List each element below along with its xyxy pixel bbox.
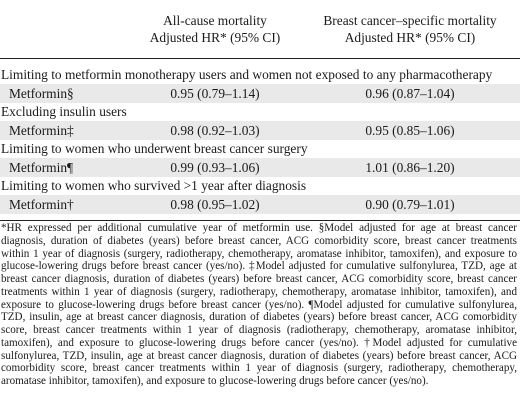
table-footnotes: *HR expressed per additional cumulative year of metformin use. §Model adjusted for age at breast cancer diagnosis, duration of diabetes (years) before breast cancer, ACG comorbidity score, breast cancer treatments within 1 year of diagnosis (surgery, radiotherapy, chemotherapy, aromatase inhibitor, tamoxifen), and exposure to glucose-lowering drugs before breast cancer (yes/no). ‡Model adjusted for cumulative sulfonylurea, TZD, age at breast cancer diagnosis, duration of diabetes (years) before breast cancer, ACG comorbidity score, breast cancer treatments within 1 year of diagnosis (surgery, radiotherapy, chemotherapy, aromatase inhibitor, tamoxifen), and exposure to glucose-lowering drugs before breast cancer (yes/no). ¶Model adjusted for cumulative sulfonylurea, TZD, insulin, age at breast cancer diagnosis, duration of diabetes (years) before breast cancer, ACG comorbidity score, breast cancer treatments within 1 year of diagnosis (radiotherapy, chemotherapy, aromatase inhibitor, tamoxifen), and exposure to glucose-lowering drugs before cancer (yes/no). †Model adjusted for cumulative sulfonylurea, TZD, insulin, age at breast cancer diagnosis, duration of diabetes (years) before breast cancer, ACG comorbidity score, breast cancer treatments within 1 year of diagnosis (surgery, radiotherapy, chemotherapy, aromatase inhibitor, tamoxifen), and exposure to glucose-lowering drugs before cancer (yes/no). xyxy=(1,222,517,387)
row-label: Metformin‡ xyxy=(9,123,74,138)
all-cause-value: 0.98 (0.92–1.03) xyxy=(170,123,260,138)
table-row xyxy=(0,84,520,103)
section-title: Excluding insulin users xyxy=(1,104,127,119)
header-breast-cancer-title: Breast cancer–specific mortality xyxy=(323,13,497,28)
breast-cancer-value: 1.01 (0.86–1.20) xyxy=(365,160,455,175)
section-title: Limiting to women who underwent breast cancer surgery xyxy=(1,141,308,156)
table-row xyxy=(0,195,520,214)
section-title: Limiting to metformin monotherapy users and women not exposed to any pharmacotherapy xyxy=(1,67,493,82)
all-cause-value: 0.98 (0.95–1.02) xyxy=(170,197,260,212)
breast-cancer-value: 0.96 (0.87–1.04) xyxy=(365,86,455,101)
header-all-cause-subtitle: Adjusted HR* (95% CI) xyxy=(149,30,281,45)
header-all-cause-mortality xyxy=(130,12,300,46)
row-label: Metformin¶ xyxy=(9,160,74,175)
header-all-cause-title: All-cause mortality xyxy=(163,13,267,28)
breast-cancer-value: 0.90 (0.79–1.01) xyxy=(365,197,455,212)
all-cause-value: 0.95 (0.79–1.14) xyxy=(170,86,260,101)
row-label: Metformin† xyxy=(9,197,74,212)
section-title: Limiting to women who survived >1 year after diagnosis xyxy=(1,178,307,193)
table-row xyxy=(0,121,520,140)
table-row xyxy=(0,158,520,177)
table-bottom-rule xyxy=(0,220,520,221)
header-breast-cancer-mortality xyxy=(300,12,520,46)
table-header xyxy=(0,0,520,59)
row-label: Metformin§ xyxy=(9,86,74,101)
all-cause-value: 0.99 (0.93–1.06) xyxy=(170,160,260,175)
header-breast-cancer-subtitle: Adjusted HR* (95% CI) xyxy=(344,30,476,45)
breast-cancer-value: 0.95 (0.85–1.06) xyxy=(365,123,455,138)
